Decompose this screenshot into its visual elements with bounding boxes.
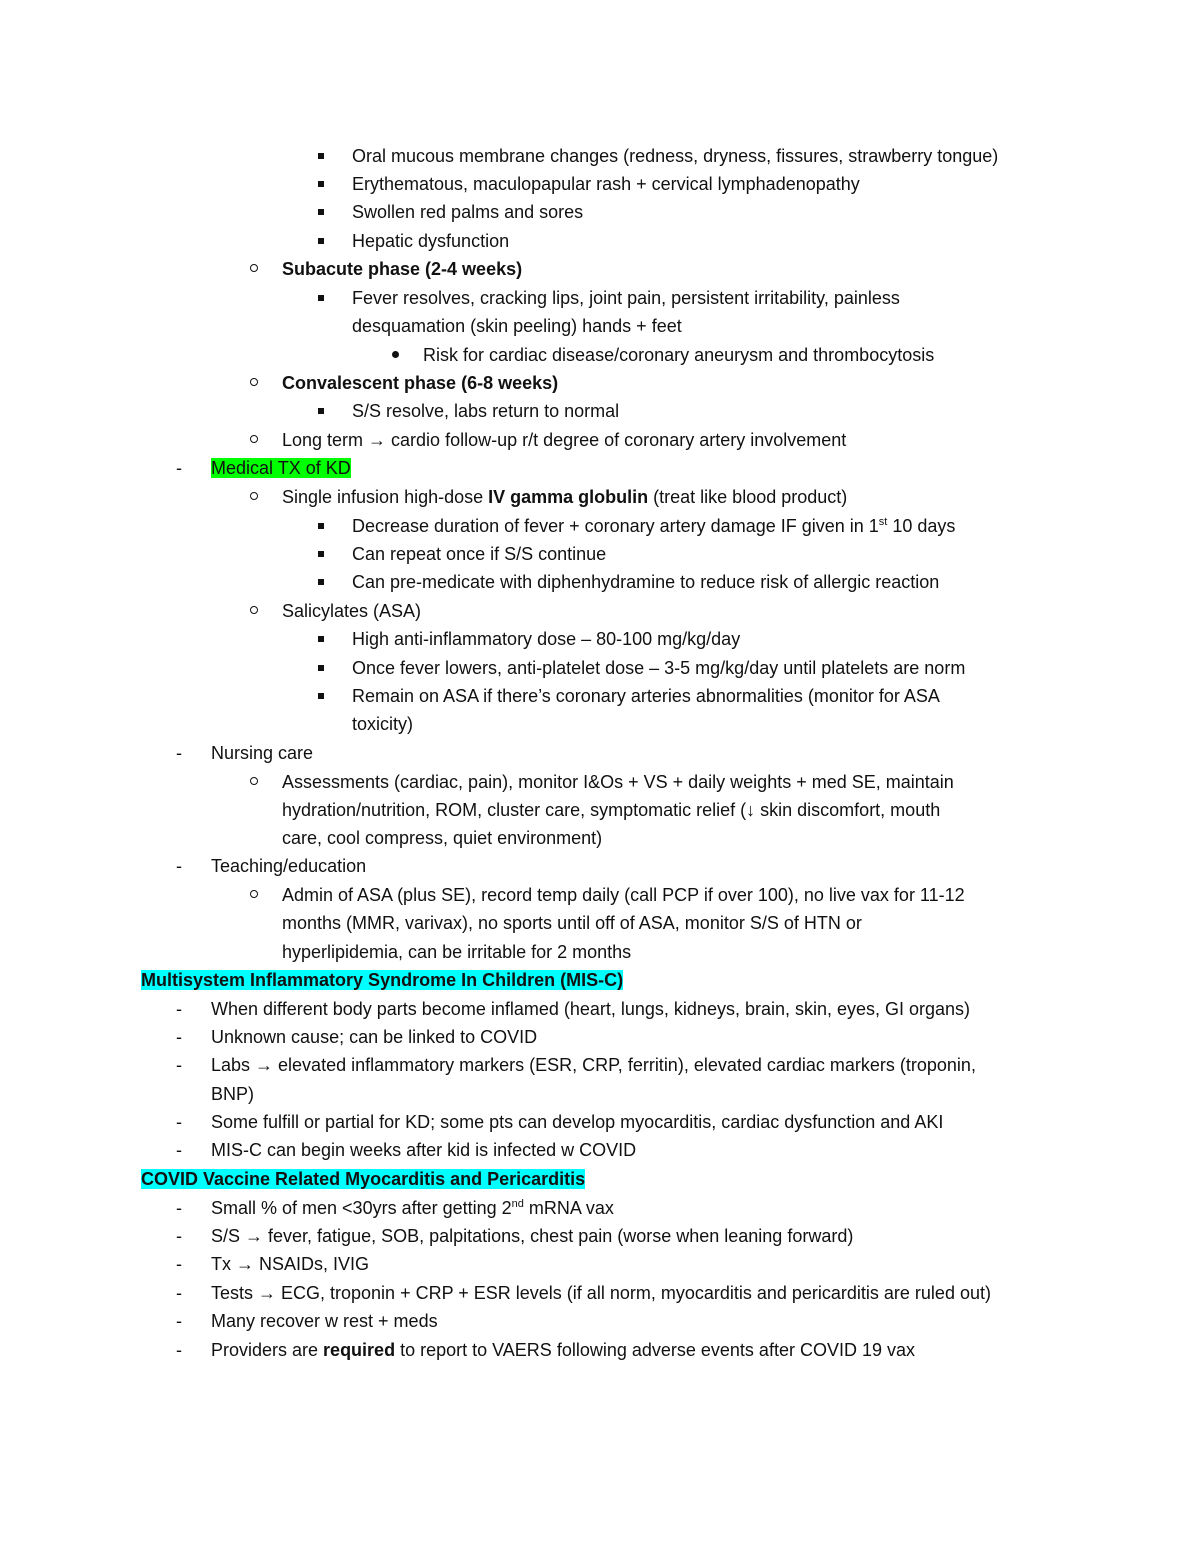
asa-title: Salicylates (ASA): [282, 601, 422, 621]
subacute-title: Subacute phase (2-4 weeks): [282, 259, 523, 279]
acute-hepatic: Hepatic dysfunction: [352, 231, 510, 251]
ivig-premedicate: Can pre-medicate with diphenhydramine to reduce risk of allergic reaction: [352, 572, 940, 592]
covid-vax-heading: [141, 1167, 585, 1191]
covid-vax-l5: Many recover w rest + meds: [211, 1311, 438, 1331]
asa-remain: Remain on ASA if there’s coronary arteries abnormalities (monitor for ASA: [352, 686, 940, 706]
acute-rash: Erythematous, maculopapular rash + cervical lymphadenopathy: [352, 174, 860, 194]
ivig-duration: [352, 514, 955, 538]
medical-tx-heading-text: Medical TX of KD: [211, 458, 351, 478]
covid-vax-l3: Tx → NSAIDs, IVIG: [211, 1254, 370, 1274]
acute-palms: Swollen red palms and sores: [352, 202, 584, 222]
covid-vax-l1-sup: nd: [511, 1198, 524, 1210]
asa-antiplatelet: Once fever lowers, anti-platelet dose – 3-5 mg/kg/day until platelets are norm: [352, 658, 966, 678]
misc-l5: MIS-C can begin weeks after kid is infected w COVID: [211, 1140, 637, 1160]
covid-vax-l6: [211, 1338, 915, 1362]
nursing-heading: Nursing care: [211, 743, 314, 763]
misc-l3: Labs → elevated inflammatory markers (ESR, CRP, ferritin), elevated cardiac markers (troponin,: [211, 1055, 976, 1075]
subacute-symptoms-cont: desquamation (skin peeling) hands + feet: [352, 316, 682, 336]
teaching-l3: hyperlipidemia, can be irritable for 2 months: [282, 942, 632, 962]
ivig-duration-sup: st: [878, 516, 888, 528]
subacute-risk: Risk for cardiac disease/coronary aneurysm and thrombocytosis: [423, 345, 935, 365]
covid-vax-l2: S/S → fever, fatigue, SOB, palpitations, chest pain (worse when leaning forward): [211, 1226, 854, 1246]
ivig-duration-pre: Decrease duration of fever + coronary artery damage IF given in 1: [352, 516, 879, 536]
covid-vax-l4: Tests → ECG, troponin + CRP + ESR levels (if all norm, myocarditis and pericarditis are ruled out): [211, 1283, 991, 1303]
covid-vax-l1-post: mRNA vax: [523, 1198, 614, 1218]
misc-l2: Unknown cause; can be linked to COVID: [211, 1027, 538, 1047]
convalescent-title: Convalescent phase (6-8 weeks): [282, 373, 559, 393]
ivig-bold: IV gamma globulin: [488, 487, 649, 507]
misc-l4: Some fulfill or partial for KD; some pts can develop myocarditis, cardiac dysfunction and AKI: [211, 1112, 944, 1132]
teaching-heading: Teaching/education: [211, 856, 367, 876]
misc-l3-cont: BNP): [211, 1084, 255, 1104]
subacute-symptoms: Fever resolves, cracking lips, joint pain, persistent irritability, painless: [352, 288, 900, 308]
ivig-repeat: Can repeat once if S/S continue: [352, 544, 607, 564]
covid-vax-heading-text: COVID Vaccine Related Myocarditis and Pericarditis: [141, 1169, 586, 1189]
teaching-l2: months (MMR, varivax), no sports until off of ASA, monitor S/S of HTN or: [282, 913, 862, 933]
medical-tx-heading: [211, 456, 351, 480]
covid-vax-l1-pre: Small % of men <30yrs after getting 2: [211, 1198, 512, 1218]
nursing-l3: care, cool compress, quiet environment): [282, 828, 603, 848]
long-term: Long term → cardio follow-up r/t degree of coronary artery involvement: [282, 430, 847, 450]
misc-heading-text: Multisystem Inflammatory Syndrome In Children (MIS-C): [141, 970, 624, 990]
ivig-line: [282, 485, 847, 509]
convalescent-resolve: S/S resolve, labs return to normal: [352, 401, 620, 421]
ivig-pre: Single infusion high-dose: [282, 487, 489, 507]
misc-l1: When different body parts become inflamed (heart, lungs, kidneys, brain, skin, eyes, GI organs): [211, 999, 971, 1019]
ivig-post: (treat like blood product): [648, 487, 848, 507]
covid-vax-l6-bold: required: [323, 1340, 396, 1360]
covid-vax-l6-post: to report to VAERS following adverse events after COVID 19 vax: [395, 1340, 915, 1360]
nursing-l2: hydration/nutrition, ROM, cluster care, symptomatic relief (↓ skin discomfort, mouth: [282, 800, 941, 820]
misc-heading: [141, 968, 623, 992]
asa-high-dose: High anti-inflammatory dose – 80-100 mg/kg/day: [352, 629, 741, 649]
ivig-duration-post: 10 days: [887, 516, 956, 536]
covid-vax-l1: [211, 1196, 614, 1220]
covid-vax-l6-pre: Providers are: [211, 1340, 324, 1360]
asa-remain-cont: toxicity): [352, 714, 414, 734]
acute-oral-changes: Oral mucous membrane changes (redness, dryness, fissures, strawberry tongue): [352, 146, 999, 166]
nursing-l1: Assessments (cardiac, pain), monitor I&Os + VS + daily weights + med SE, maintain: [282, 772, 954, 792]
teaching-l1: Admin of ASA (plus SE), record temp daily (call PCP if over 100), no live vax for 11-12: [282, 885, 965, 905]
